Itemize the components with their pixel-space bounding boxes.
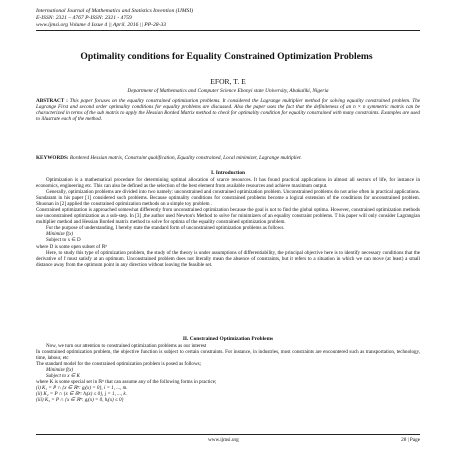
journal-issn: E-ISSN: 2321 – 4767 P-ISSN: 2321 - 4759 xyxy=(36,14,132,21)
paragraph: The standard model for the constrained optimization problem is posed as follows; xyxy=(36,361,201,368)
journal-header xyxy=(36,8,426,28)
section-2-body xyxy=(36,343,420,403)
section-1-heading: I. Introduction xyxy=(210,170,246,176)
section-2-heading: II. Constrained Optimization Problems xyxy=(182,336,274,342)
keywords-text: Bordered Hessian matrix, Constraint qualification, Equality constrained, Local minimizer, Lagrange multiplier. xyxy=(69,155,302,161)
page-number: 28 | Page xyxy=(401,437,420,443)
journal-volume: www.ijmsi.org Volume 4 Issue 4 || April. 2016 || PP-28-33 xyxy=(36,21,167,28)
header-rule xyxy=(36,30,420,31)
abstract-label: ABSTRACT : xyxy=(36,98,68,104)
paper-title: Optimality conditions for Equality Constrained Optimization Problems xyxy=(80,51,373,62)
set-definition: (iii) K₃ = P ∩ {x ∈ ℝⁿ: gⱼ(x) = 0, hⱼ(x) ≤ 0} xyxy=(36,397,124,404)
equation: Minimize f(x) xyxy=(46,231,74,238)
footer-url: www.ijmsi.org xyxy=(208,437,239,443)
journal-name: International Journal of Mathematics and Statistics Invention (IJMSI) xyxy=(36,8,194,14)
equation: Subject to x ∈ K xyxy=(46,373,80,380)
abstract xyxy=(36,98,420,122)
paragraph: Generally, optimization problems are divided into two namely: unconstrained and constrained optimization problem. Unconstrained problems do not arise often in practical applications. Sundaram in his paper [1] considered such problems. Because optimality conditions for constrained problems become a logical extension of the conditions for unconstrained problem. Shuonan in [2] applied the constrained optimization methods on a simple toy problem . xyxy=(36,189,420,208)
paragraph: In constrained optimization problem, the objective function is subject to certain constraints. For instance, in industries, most constraints are encountered such as transportation, technology, time, labour, etc xyxy=(36,349,420,362)
paper-affiliation: Department of Mathematics and Computer Science Ebonyi state University, Abakaliki, Nigeria xyxy=(127,88,329,94)
equation: Minimize f(x) xyxy=(46,367,74,374)
equation: Subject to x ∈ D xyxy=(46,237,81,244)
paragraph: where K is some special set in ℝⁿ that can assume any of the following forms in practice; xyxy=(36,379,217,386)
set-definition: (ii) K₂ = P ∩ {x ∈ ℝⁿ: hⱼ(x) ≤ 0}, j = 1, ..., k. xyxy=(36,391,127,398)
paper-author: EFOR, T. E xyxy=(210,77,246,86)
paragraph: For the purpose of understanding, I hereby state the standard form of unconstrained optimization problems as follows. xyxy=(46,225,285,232)
paragraph: Now, we turn our attention to constrained optimization problems as our interest xyxy=(46,343,207,349)
paragraph: Optimization is a mathematical procedure for determining optimal allocation of scarce resources. It has found practical applications in almost all sectors of life, for instance in economics, engineering etc. This can also be defined as the selection of the best element from available resources and achieve maximum output. xyxy=(36,177,420,190)
set-definition: (i) K₁ = P ∩ {x ∈ ℝⁿ: gⱼ(x) = 0}, i = 1, ..., m. xyxy=(36,385,128,392)
keywords xyxy=(36,155,420,161)
paragraph: where D is some open subset of ℝⁿ xyxy=(36,243,108,250)
keywords-label: KEYWORDS: xyxy=(36,155,69,161)
abstract-text: This paper focuses on the equality constrained optimization problems. It considered the Lagrange multiplier method for solving equality constrained problem. The Lagrange First and second order optimality conditions for equality problems are discussed. Also the paper uses the fact that the definiteness of an n × n symmetric matrix can be characterized in terms of the sub matrix to apply the Hessian Borded Matrix method to check for optimality condition for equality constrained with many constraints. Examples are used to illustrate each of the method. xyxy=(36,98,421,123)
paragraph: Here, to study this type of optimization problem, the study of the theory is under assumptions of differentiability, the principal objective here is to identify necessary conditions that the derivative of f must satisfy at an optimum. Unconstrained problem does not literally mean the absence of constraints, but it refers to a situation in which we can move (at least) a small distance away from the optimum point in any direction without leaving the feasible set. xyxy=(36,249,420,268)
footer-rule xyxy=(36,434,420,435)
paragraph: Constrained optimization is approached somewhat differently from unconstrained optimization because the goal is not to find the global optima. However, constrained optimization methods use unconstrained optimization as a sub-step. In [3] ,the author used Newton's Method to solve for minimizers of an equality constraint problems. T his paper will only consider Lagrangian multiplier method and Hessian Borded matrix method to solve for optima of the equality constrained optimization problem. xyxy=(36,207,420,226)
section-1-body xyxy=(36,177,420,268)
